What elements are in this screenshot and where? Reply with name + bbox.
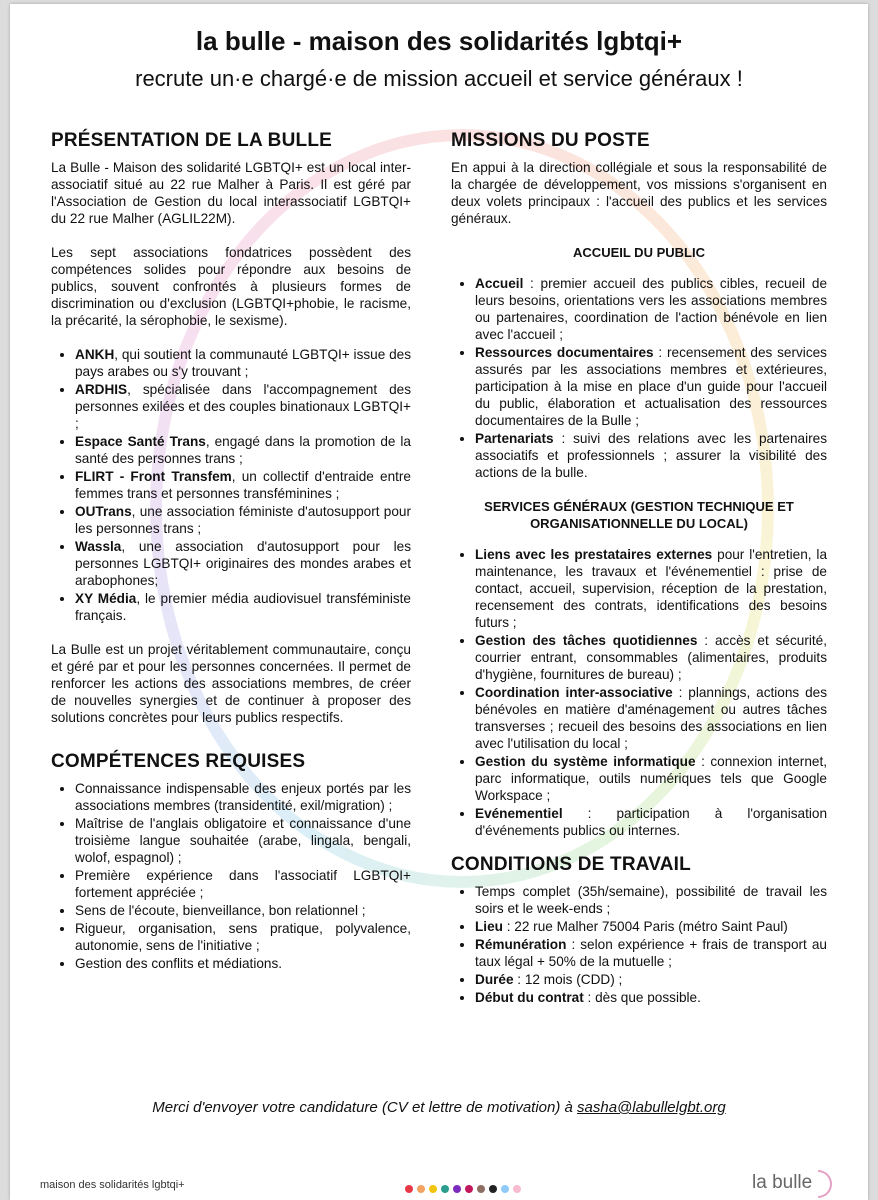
services-list: [451, 546, 827, 839]
list-item: • Début du contrat : dès que possible.: [475, 989, 827, 1006]
accueil-subheading: ACCUEIL DU PUBLIC: [573, 245, 705, 260]
list-item: • Gestion des tâches quotidiennes : accès et sécurité, courrier entrant, consommables (alimentaires, produits d'hygiène, fournitures de bureau) ;: [475, 632, 827, 683]
color-dot: [477, 1185, 485, 1193]
la-bulle-logo: la bulle: [752, 1172, 813, 1193]
presentation-paragraph-1: La Bulle - Maison des solidarité LGBTQI+ est un local inter-associatif situé au 22 rue Malher à Paris. Il est géré par l'Association de Gestion du local interassociatif LGBTQI+ du 22 rue Malher (AGLIL22M).: [51, 160, 411, 226]
list-item: • ANKH, qui soutient la communauté LGBTQI+ issue des pays arabes ou s'y trouvant ;: [75, 346, 411, 380]
color-dot: [465, 1185, 473, 1193]
list-item: • Temps complet (35h/semaine), possibilité de travail les soirs et le week-ends ;: [475, 883, 827, 917]
services-subheading: SERVICES GÉNÉRAUX (GESTION TECHNIQUE ET ORGANISATIONNELLE DU LOCAL): [484, 499, 794, 531]
list-item: • ARDHIS, spécialisée dans l'accompagnement des personnes exilées et des couples binationaux LGBTQI+ ;: [75, 381, 411, 432]
list-item: • Coordination inter-associative : plannings, actions des bénévoles en matière d'aménagement ou autres tâches transverses ; recueil des besoins des associations en lien avec l'utilisation du local ;: [475, 684, 827, 752]
color-dot: [489, 1185, 497, 1193]
email-link[interactable]: sasha@labullelgbt.org: [577, 1099, 726, 1116]
list-item: • Ressources documentaires : recensement des services assurés par les associations membres et extérieures, participation à la mise en place d'un guide pour l'accueil du public, élaboration et actualisation des ressources documentaires de la Bulle ;: [475, 344, 827, 429]
list-item: • Lieu : 22 rue Malher 75004 Paris (métro Saint Paul): [475, 918, 827, 935]
missions-heading: MISSIONS DU POSTE: [451, 130, 650, 151]
associations-list: [51, 346, 411, 624]
list-item: • Liens avec les prestataires externes pour l'entretien, la maintenance, les travaux et l'événementiel : prise de contact, accueil, supervision, réception de la prestation, recensement des contrats, identifications des besoins futurs ;: [475, 546, 827, 631]
color-dot: [513, 1185, 521, 1193]
list-item: • FLIRT - Front Transfem, un collectif d'entraide entre femmes trans et personnes transféminines ;: [75, 468, 411, 502]
footer-tagline: maison des solidarités lgbtqi+: [40, 1179, 185, 1191]
application-instructions: Merci d'envoyer votre candidature (CV et lettre de motivation) à sasha@labullelgbt.org: [152, 1099, 726, 1116]
list-item: • Maîtrise de l'anglais obligatoire et connaissance d'une troisième langue souhaitée (arabe, lingala, bengali, wolof, espagnol) ;: [75, 815, 411, 866]
right-column: [451, 132, 827, 1023]
color-dots: [405, 1185, 521, 1193]
document-page: [10, 4, 868, 1200]
list-item: • Partenariats : suivi des relations avec les partenaires associatifs et professionnels ; assurer la visibilité des actions de la bulle.: [475, 430, 827, 481]
list-item: • Gestion des conflits et médiations.: [75, 955, 411, 972]
list-item: • Evénementiel : participation à l'organisation d'événements publics ou internes.: [475, 805, 827, 839]
missions-intro: En appui à la direction collégiale et sous la responsabilité de la chargée de développement, vos missions s'organisent en deux volets principaux : l'accueil des publics et les services généraux.: [451, 160, 827, 226]
color-dot: [501, 1185, 509, 1193]
presentation-paragraph-3: La Bulle est un projet véritablement communautaire, conçu et géré par et pour les personnes concernées. Il permet de renforcer les actions des associations membres, de créer de nouvelles synergies et de continuer à proposer des solutions concrètes pour leurs publics respectifs.: [51, 642, 411, 725]
list-item: • Gestion du système informatique : connexion internet, parc informatique, outils numériques tels que Google Workspace ;: [475, 753, 827, 804]
color-dot: [429, 1185, 437, 1193]
competences-heading: COMPÉTENCES REQUISES: [51, 751, 306, 772]
list-item: • Espace Santé Trans, engagé dans la promotion de la santé des personnes trans ;: [75, 433, 411, 467]
presentation-paragraph-2: Les sept associations fondatrices possèdent des compétences solides pour répondre aux besoins de publics, souvent confrontés à plusieurs formes de discrimination ou d'exclusion (LGBTQI+phobie, le racisme, la précarité, la sérophobie, le sexisme).: [51, 245, 411, 328]
conditions-heading: CONDITIONS DE TRAVAIL: [451, 854, 691, 875]
left-column: [51, 132, 411, 989]
list-item: • Connaissance indispensable des enjeux portés par les associations membres (transidentité, exil/migration) ;: [75, 780, 411, 814]
list-item: • Rigueur, organisation, sens pratique, polyvalence, autonomie, sens de l'initiative ;: [75, 920, 411, 954]
list-item: • Première expérience dans l'associatif LGBTQI+ fortement appréciée ;: [75, 867, 411, 901]
list-item: • OUTrans, une association féministe d'autosupport pour les personnes trans ;: [75, 503, 411, 537]
color-dot: [453, 1185, 461, 1193]
page-subtitle: recrute un·e chargé·e de mission accueil et service généraux !: [135, 66, 743, 91]
list-item: • Wassla, une association d'autosupport pour les personnes LGBTQI+ originaires des mondes arabes et arabophones;: [75, 538, 411, 589]
conditions-list: [451, 883, 827, 1006]
accueil-list: [451, 275, 827, 481]
color-dot: [417, 1185, 425, 1193]
color-dot: [441, 1185, 449, 1193]
color-dot: [405, 1185, 413, 1193]
list-item: • Rémunération : selon expérience + frais de transport au taux légal + 50% de la mutuelle ;: [475, 936, 827, 970]
list-item: • Sens de l'écoute, bienveillance, bon relationnel ;: [75, 902, 411, 919]
competences-list: [51, 780, 411, 972]
page-title: la bulle - maison des solidarités lgbtqi+: [195, 26, 683, 56]
list-item: • Accueil : premier accueil des publics cibles, recueil de leurs besoins, orientations vers les associations membres ou partenaires, coordination de l'action bénévole en lien avec l'accueil ;: [475, 275, 827, 343]
presentation-heading: PRÉSENTATION DE LA BULLE: [51, 130, 333, 151]
list-item: • XY Média, le premier média audiovisuel transféministe français.: [75, 590, 411, 624]
logo-arc-icon: [818, 1170, 832, 1198]
list-item: • Durée : 12 mois (CDD) ;: [475, 971, 827, 988]
